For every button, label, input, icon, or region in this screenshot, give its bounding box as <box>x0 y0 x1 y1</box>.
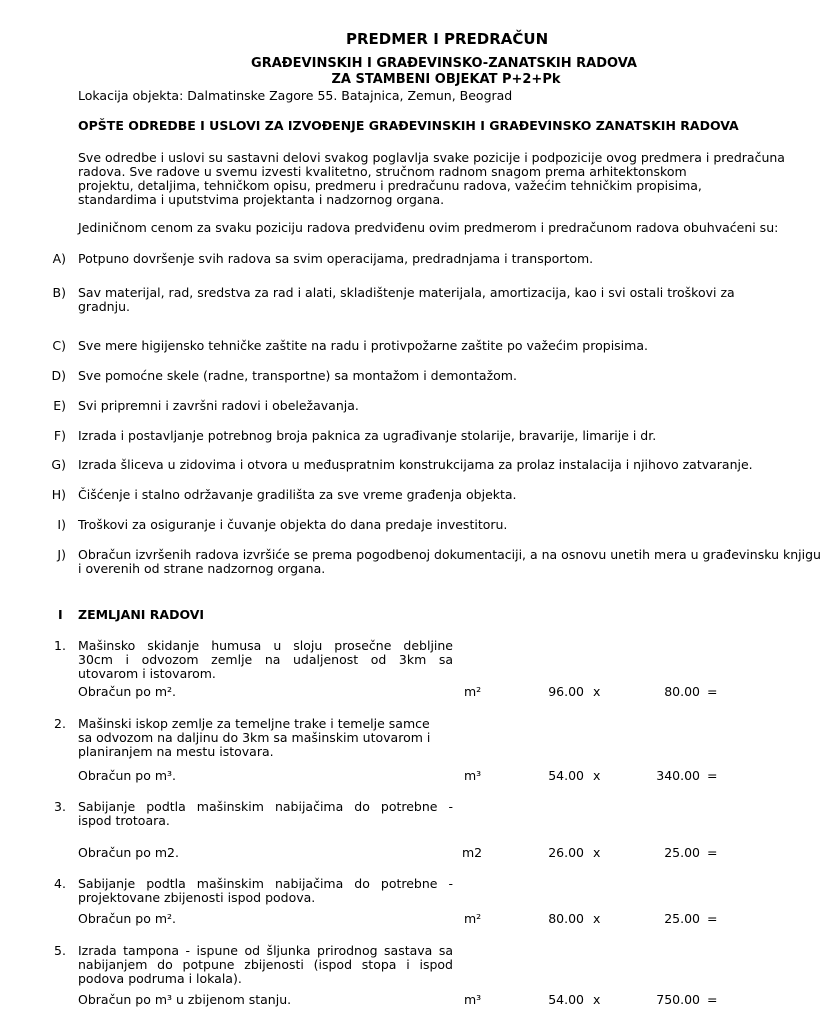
position-2-price: 340.00 <box>656 768 700 783</box>
section-number: I <box>58 607 63 622</box>
item-e-text: Svi pripremni i završni radovi i obeležavanja. <box>78 398 359 413</box>
position-5-number: 5. <box>54 943 66 958</box>
item-j-letter: J) <box>57 547 66 562</box>
position-4-unit: m² <box>464 911 482 926</box>
item-g-text: Izrada šliceva u zidovima i otvora u međuspratnim konstrukcijama za prolaz instalacija i njihovo zatvaranje. <box>78 457 753 472</box>
position-2-equals: = <box>707 768 718 783</box>
position-3-number: 3. <box>54 799 66 814</box>
item-j-text-1: Obračun izvršenih radova izvršiće se prema pogodbenoj dokumentaciji, a na osnovu unetih mera u građevinsku knjigu <box>78 547 821 562</box>
item-c-letter: C) <box>52 338 66 353</box>
item-d-text: Sve pomoćne skele (radne, transportne) sa montažom i demontažom. <box>78 368 517 383</box>
position-5-equals: = <box>707 992 718 1007</box>
position-4-line-2: projektovane zbijenosti ispod podova. <box>78 890 316 905</box>
item-f-text: Izrada i postavljanje potrebnog broja paknica za ugrađivanje stolarije, bravarije, limarije i dr. <box>78 428 657 443</box>
position-5-times: x <box>593 992 601 1007</box>
general-para1-line1: Sve odredbe i uslovi su sastavni delovi svakog poglavlja svake pozicije i podpozicije ovog predmera i predračuna <box>78 150 785 165</box>
general-para2: Jediničnom cenom za svaku poziciju radova predviđenu ovim predmerom i predračunom radova obuhvaćeni su: <box>78 220 779 235</box>
general-para1-line4: standardima i uputstvima projektanta i nadzornog organa. <box>78 192 445 207</box>
item-b-letter: B) <box>52 285 66 300</box>
position-1-equals: = <box>707 684 718 699</box>
position-3-times: x <box>593 845 601 860</box>
position-2-calc: Obračun po m³. <box>78 768 176 783</box>
page-subtitle-2: ZA STAMBENI OBJEKAT P+2+Pk <box>331 72 561 87</box>
position-5-unit: m³ <box>464 992 482 1007</box>
position-3-equals: = <box>707 845 718 860</box>
item-h-letter: H) <box>51 487 66 502</box>
position-1-line-1: Mašinsko skidanje humusa u sloju prosečne debljine <box>78 638 453 653</box>
position-2-line-1: Mašinski iskop zemlje za temeljne trake i temelje samce <box>78 716 430 731</box>
position-1-line-3: utovarom i istovarom. <box>78 666 216 681</box>
position-4-quantity: 80.00 <box>548 911 584 926</box>
position-1-line-2: 30cm i odvozom zemlje na udaljenost od 3km sa <box>78 652 453 667</box>
position-2-quantity: 54.00 <box>548 768 584 783</box>
position-5-line-2: nabijanjem do potpune zbijenosti (ispod stopa i ispod <box>78 957 453 972</box>
item-e-letter: E) <box>53 398 66 413</box>
position-1-quantity: 96.00 <box>548 684 584 699</box>
item-d-letter: D) <box>51 368 66 383</box>
position-3-calc: Obračun po m2. <box>78 845 179 860</box>
position-2-line-3: planiranjem na mestu istovara. <box>78 744 274 759</box>
position-1-calc: Obračun po m². <box>78 684 176 699</box>
position-1-number: 1. <box>54 638 66 653</box>
position-2-line-2: sa odvozom na daljinu do 3km sa mašinskim utovarom i <box>78 730 431 745</box>
item-j-text-2: i overenih od strane nadzornog organa. <box>78 561 326 576</box>
position-5-quantity: 54.00 <box>548 992 584 1007</box>
item-b-text-1: Sav materijal, rad, sredstva za rad i alati, skladištenje materijala, amortizacija, kao i svi ostali troškovi za <box>78 285 735 300</box>
position-3-line-1: Sabijanje podtla mašinskim nabijačima do potrebne - <box>78 799 453 814</box>
position-4-equals: = <box>707 911 718 926</box>
item-h-text: Čišćenje i stalno održavanje gradilišta za sve vreme građenja objekta. <box>78 487 517 502</box>
item-g-letter: G) <box>51 457 66 472</box>
position-4-line-1: Sabijanje podtla mašinskim nabijačima do potrebne - <box>78 876 453 891</box>
position-4-times: x <box>593 911 601 926</box>
position-2-times: x <box>593 768 601 783</box>
item-b-text-2: gradnju. <box>78 299 130 314</box>
item-a-letter: A) <box>52 251 66 266</box>
item-a-text: Potpuno dovršenje svih radova sa svim operacijama, predradnjama i transportom. <box>78 251 594 266</box>
position-1-price: 80.00 <box>664 684 700 699</box>
location-line: Lokacija objekta: Dalmatinske Zagore 55. Batajnica, Zemun, Beograd <box>78 88 513 103</box>
position-1-unit: m² <box>464 684 482 699</box>
position-3-quantity: 26.00 <box>548 845 584 860</box>
position-4-calc: Obračun po m². <box>78 911 176 926</box>
page-title: PREDMER I PREDRAČUN <box>346 30 549 48</box>
position-3-price: 25.00 <box>664 845 700 860</box>
section-title: ZEMLJANI RADOVI <box>78 607 205 622</box>
item-c-text: Sve mere higijensko tehničke zaštite na radu i protivpožarne zaštite po važećim propisima. <box>78 338 648 353</box>
position-5-calc: Obračun po m³ u zbijenom stanju. <box>78 992 292 1007</box>
page-subtitle-1: GRAĐEVINSKIH I GRAĐEVINSKO-ZANATSKIH RADOVA <box>251 56 637 71</box>
position-5-line-1: Izrada tampona - ispune od šljunka prirodnog sastava sa <box>78 943 453 958</box>
position-4-price: 25.00 <box>664 911 700 926</box>
general-heading: OPŠTE ODREDBE I USLOVI ZA IZVOĐENJE GRAĐEVINSKIH I GRAĐEVINSKO ZANATSKIH RADOVA <box>78 118 739 133</box>
position-4-number: 4. <box>54 876 66 891</box>
position-5-price: 750.00 <box>656 992 700 1007</box>
item-i-text: Troškovi za osiguranje i čuvanje objekta do dana predaje investitoru. <box>78 517 508 532</box>
position-2-unit: m³ <box>464 768 482 783</box>
position-5-line-3: podova podruma i lokala). <box>78 971 242 986</box>
general-para1-line2: radova. Sve radove u svemu izvesti kvalitetno, stručnom radnom snagom prema arhitektonskom <box>78 164 687 179</box>
position-3-line-2: ispod trotoara. <box>78 813 170 828</box>
position-1-times: x <box>593 684 601 699</box>
item-i-letter: I) <box>57 517 66 532</box>
item-f-letter: F) <box>53 428 66 443</box>
position-2-number: 2. <box>54 716 66 731</box>
general-para1-line3: projektu, detaljima, tehničkom opisu, predmeru i predračunu radova, važećim tehničkim propisima, <box>78 178 702 193</box>
position-3-unit: m2 <box>462 845 483 860</box>
